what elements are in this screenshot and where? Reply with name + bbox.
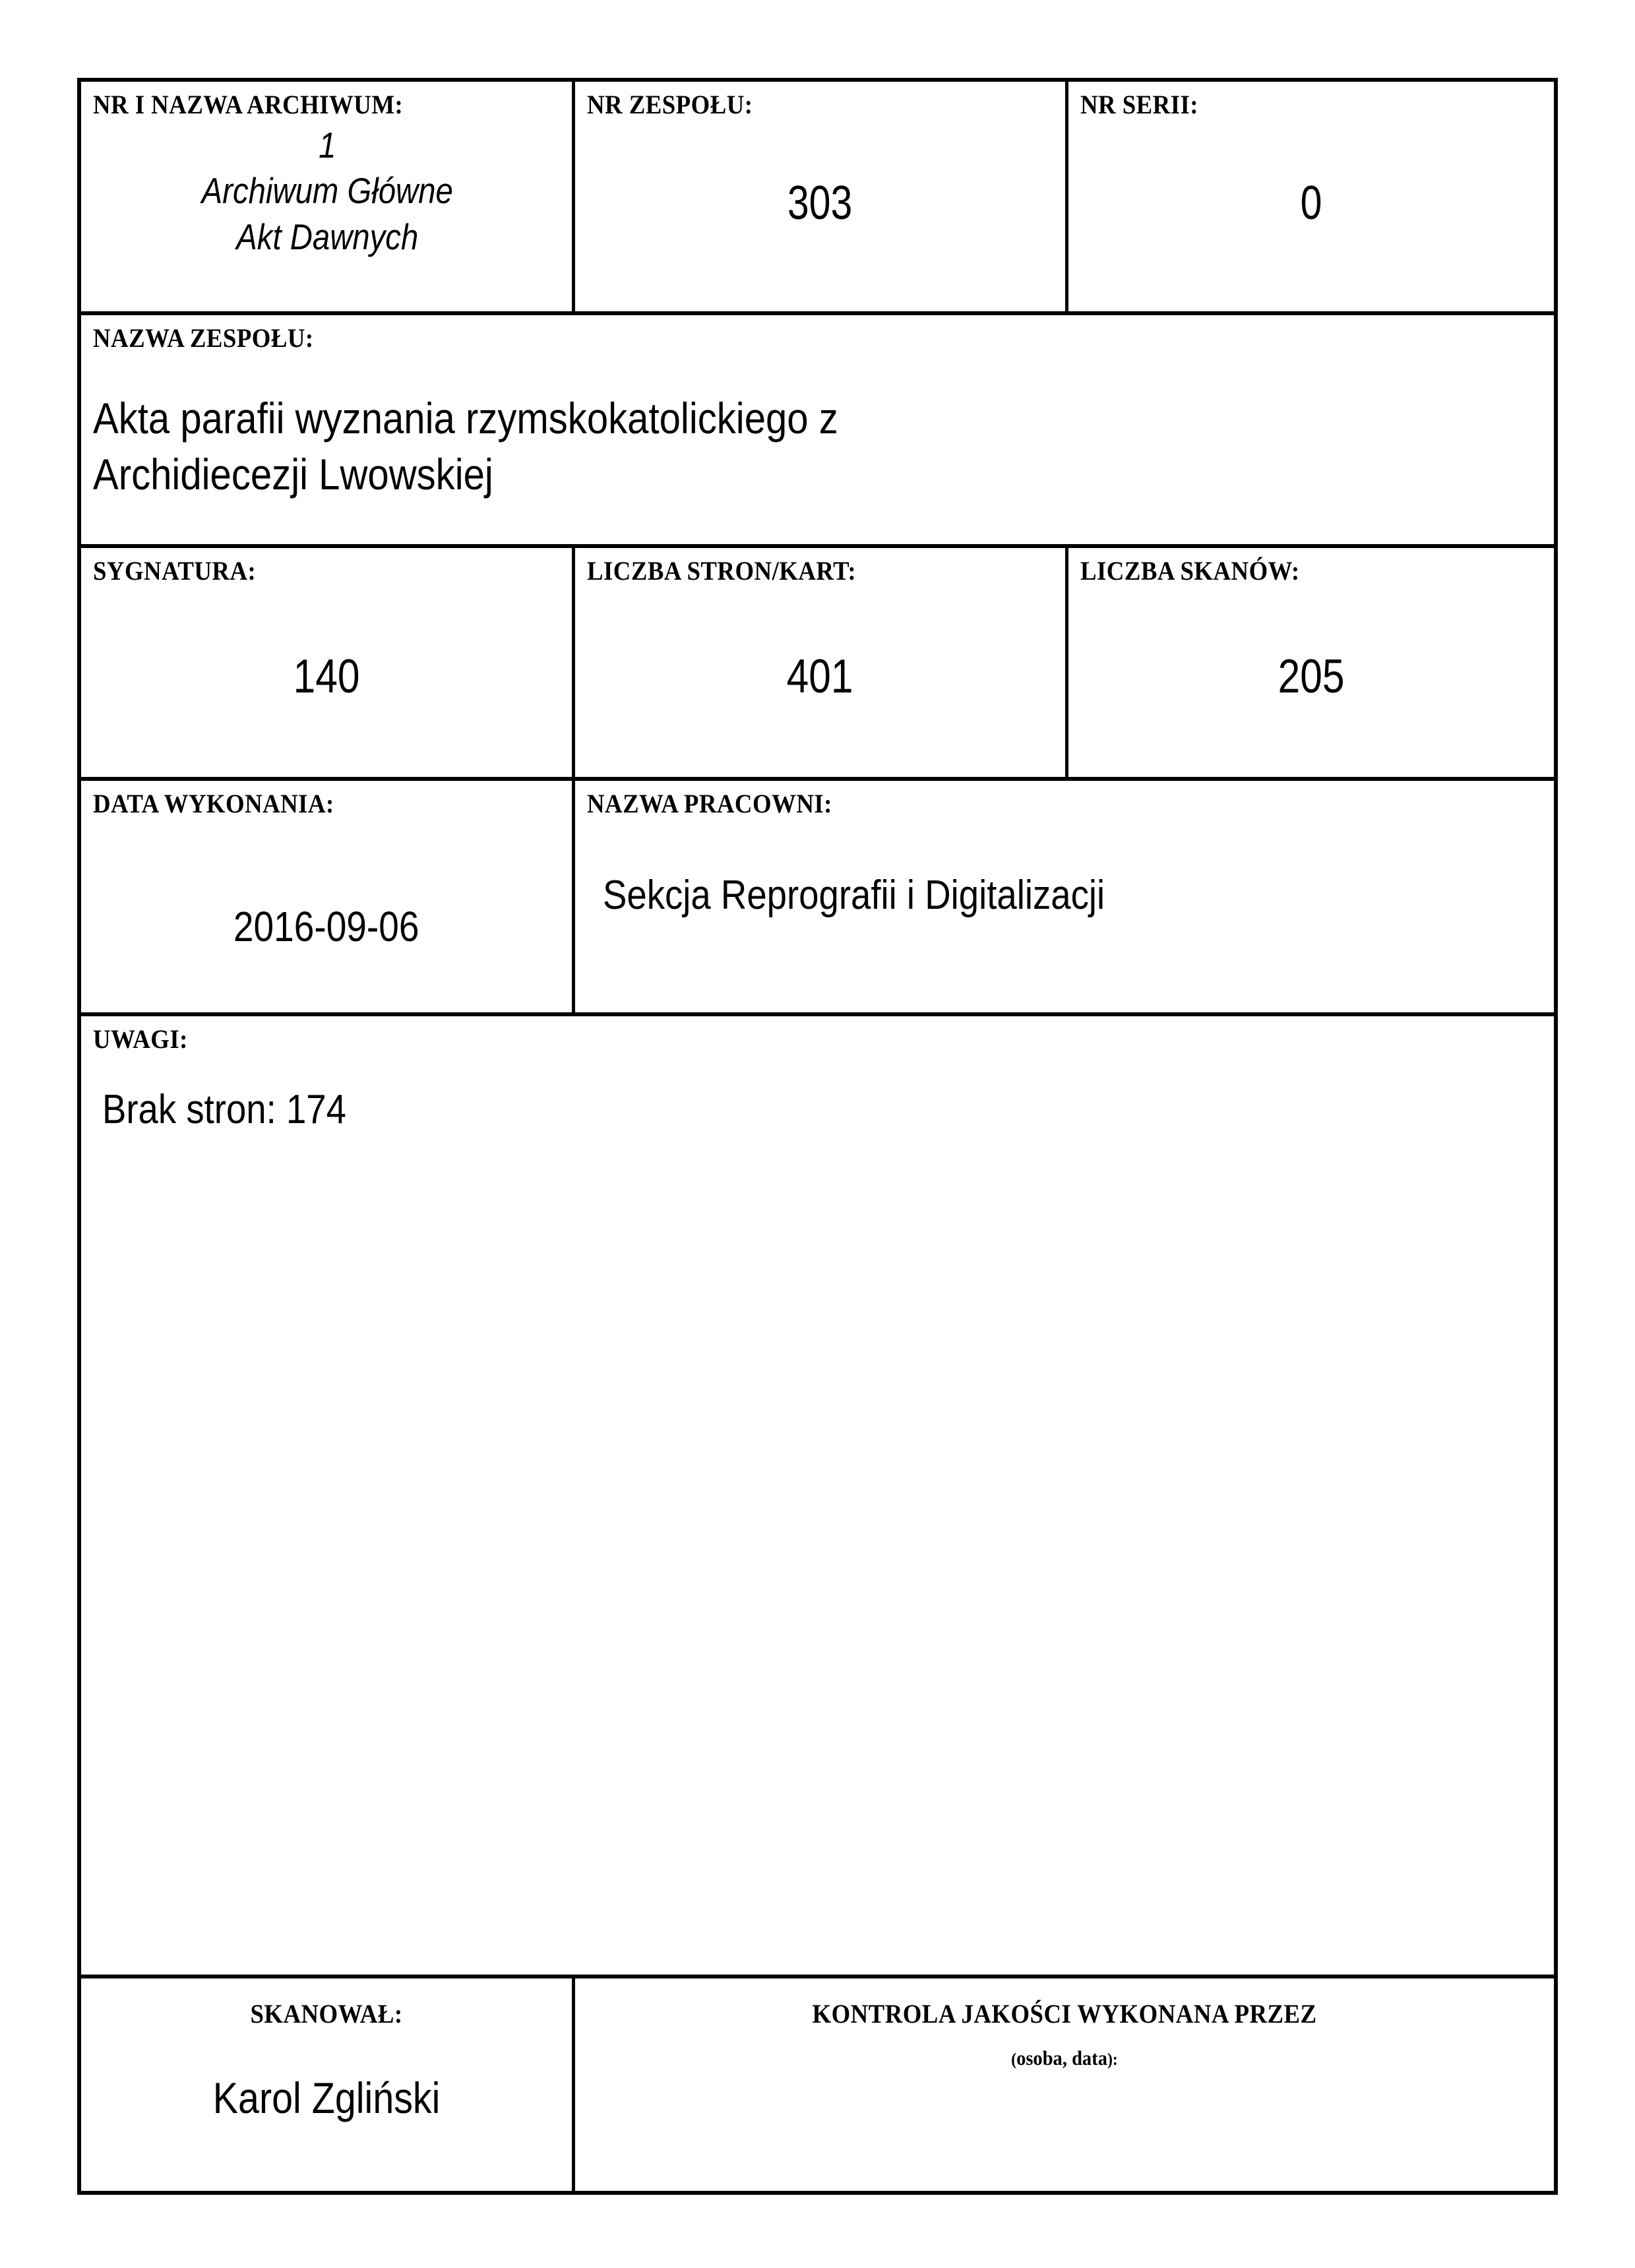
label-signature: SYGNATURA:: [93, 556, 257, 586]
label-quality-control: KONTROLA JAKOŚCI WYKONANA PRZEZ: [812, 1999, 1317, 2029]
archive-number: 1: [319, 125, 336, 166]
cell-fonds-number: [575, 82, 1068, 311]
signature-value-wrap: [81, 650, 572, 704]
qc-paren-close: ):: [1107, 2050, 1118, 2069]
label-quality-control-sub: [614, 2046, 1514, 2070]
fonds-name-line-2: Archidiecezji Lwowskiej: [93, 450, 493, 499]
fonds-name-line-1: Akta parafii wyznania rzymskokatolickiego z: [93, 393, 838, 443]
table-row-archive: [81, 82, 1554, 315]
label-page-count: LICZBA STRON/KART:: [587, 556, 857, 586]
quality-control-value: [575, 2070, 1554, 2071]
page-count-value-wrap: [575, 650, 1065, 704]
scan-record-table: [77, 78, 1558, 2195]
label-archive: NR I NAZWA ARCHIWUM:: [93, 90, 404, 119]
fonds-number-value: 303: [787, 176, 853, 230]
archive-name-line-1: Archiwum Główne: [201, 170, 453, 212]
scanned-by-value: Karol Zgliński: [212, 2073, 441, 2123]
archive-name-line-2: Akt Dawnych: [236, 216, 419, 257]
cell-archive: [81, 82, 575, 311]
date-value: 2016-09-06: [233, 902, 419, 950]
signature-value: 140: [293, 650, 360, 703]
table-row-fonds-name: [81, 315, 1554, 549]
label-fonds-name: NAZWA ZESPOŁU:: [93, 322, 314, 353]
workshop-value: Sekcja Reprografii i Digitalizacji: [603, 873, 1105, 919]
label-scan-count: LICZBA SKANÓW:: [1080, 556, 1300, 586]
label-fonds-number: NR ZESPOŁU:: [587, 90, 753, 119]
fonds-number-value-wrap: [575, 176, 1065, 230]
scanned-by-value-wrap: [81, 2073, 572, 2123]
table-row-counts: [81, 548, 1554, 781]
cell-scan-count: [1068, 548, 1554, 777]
table-row-date-workshop: [81, 781, 1554, 1016]
cell-remarks: [81, 1016, 1554, 1975]
cell-series-number: [1068, 82, 1554, 311]
fonds-name-value-block: [93, 390, 1546, 504]
series-number-value-wrap: [1068, 176, 1554, 230]
label-scanned-by: SKANOWAŁ:: [250, 1999, 403, 2029]
qc-paren-open: (: [1011, 2050, 1017, 2069]
cell-page-count: [575, 548, 1068, 777]
archive-value-block: [127, 123, 538, 260]
cell-date: [81, 781, 575, 1012]
cell-workshop: [575, 781, 1554, 1012]
cell-scanned-by: [81, 1978, 575, 2191]
page-count-value: 401: [787, 650, 853, 703]
label-date: DATA WYKONANIA:: [93, 789, 334, 819]
date-value-wrap: [81, 902, 572, 951]
table-row-remarks: [81, 1016, 1554, 1979]
remarks-value: Brak stron: 174: [102, 1086, 346, 1132]
scan-count-value-wrap: [1068, 650, 1554, 704]
qc-sublabel-text: osoba, data: [1016, 2046, 1107, 2070]
label-remarks: UWAGI:: [93, 1024, 188, 1054]
scan-count-value: 205: [1278, 650, 1345, 703]
label-workshop: NAZWA PRACOWNI:: [587, 789, 832, 819]
label-series-number: NR SERII:: [1080, 90, 1198, 119]
cell-signature: [81, 548, 575, 777]
cell-fonds-name: [81, 315, 1554, 545]
series-number-value: 0: [1300, 176, 1322, 230]
cell-quality-control: [575, 1978, 1554, 2191]
table-row-signatures: [81, 1978, 1554, 2191]
